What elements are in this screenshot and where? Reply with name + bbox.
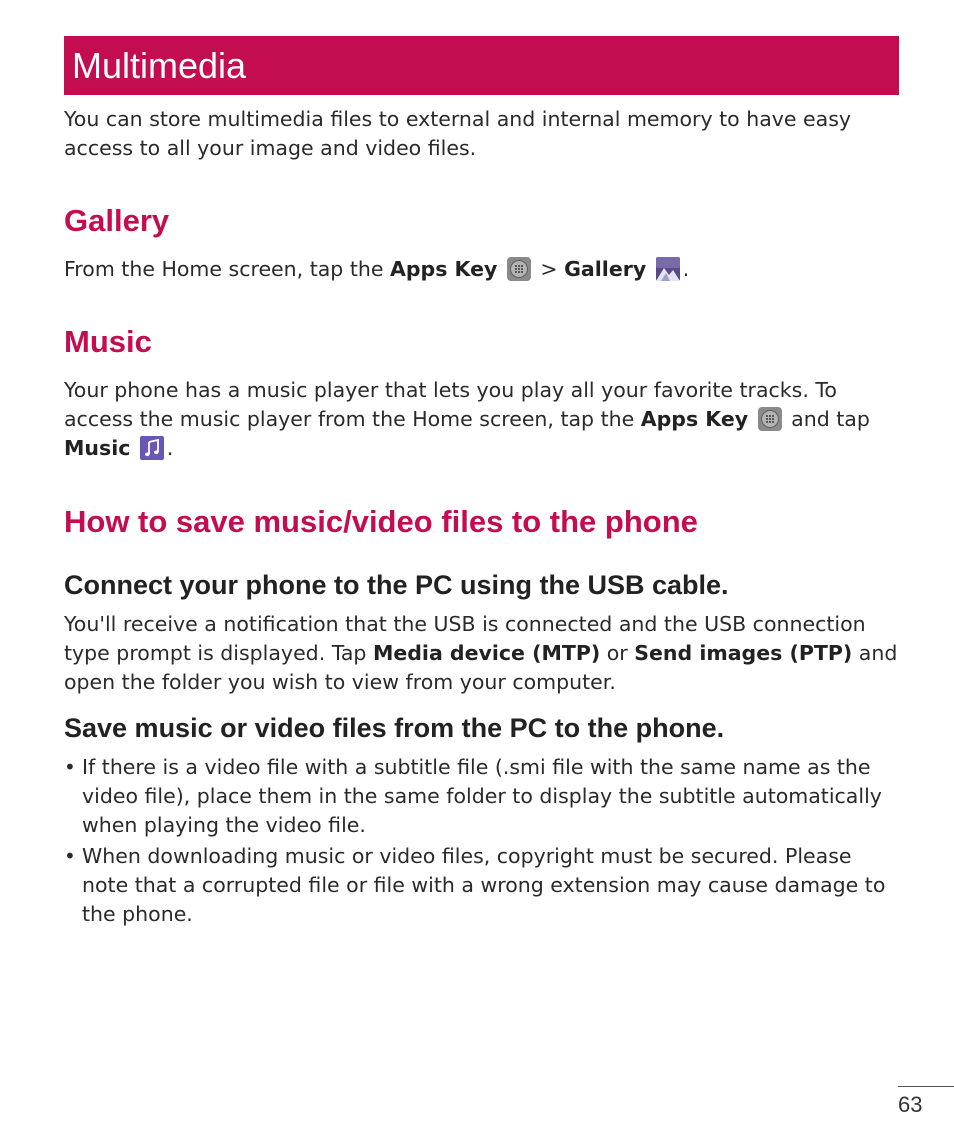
- apps-key-icon: [506, 256, 532, 282]
- bullet-item: When downloading music or video files, copyright must be secured. Please note that a corrupted file or file with a wrong extension may cause damage to the phone.: [82, 844, 886, 926]
- connect-text-b: and open the folder you wish to view from your computer.: [64, 641, 898, 694]
- intro-paragraph: You can store multimedia files to external and internal memory to have easy access to all your image and video files.: [64, 107, 852, 160]
- apps-key-label: Apps Key: [390, 257, 498, 281]
- music-label: Music: [64, 436, 131, 460]
- connect-or: or: [600, 641, 635, 665]
- gallery-line-prefix: From the Home screen, tap the: [64, 257, 390, 281]
- ptp-option: Send images (PTP): [634, 641, 853, 665]
- gallery-label: Gallery: [564, 257, 647, 281]
- music-text-a: Your phone has a music player that lets you play all your favorite tracks. To access the music player from the Home screen, tap the: [64, 378, 837, 431]
- connect-text-a: You'll receive a notification that the USB is connected and the USB connection type prompt is displayed. Tap: [64, 612, 866, 665]
- gallery-heading: Gallery: [64, 203, 170, 238]
- mtp-option: Media device (MTP): [372, 641, 601, 665]
- chapter-title-banner: [64, 36, 899, 95]
- footer-rule: [898, 1086, 954, 1087]
- chapter-title: Multimedia: [72, 45, 247, 86]
- connect-paragraph: [64, 610, 899, 697]
- bullet-marker: •: [64, 844, 76, 868]
- gallery-app-icon: [655, 256, 681, 282]
- save-heading: Save music or video files from the PC to the phone.: [64, 713, 725, 743]
- path-separator: >: [533, 257, 565, 281]
- bullet-item: If there is a video file with a subtitle file (.smi file with the same name as the video file), place them in the same folder to display the subtitle automatically when playing the video file.: [82, 755, 882, 837]
- music-heading: Music: [64, 324, 152, 359]
- music-text-b: and tap: [784, 407, 870, 431]
- music-end: .: [166, 436, 174, 460]
- apps-key-icon: [757, 406, 783, 432]
- page-number: 63: [898, 1092, 923, 1117]
- gallery-line-end: .: [682, 257, 690, 281]
- connect-heading: Connect your phone to the PC using the USB cable.: [64, 570, 729, 600]
- music-paragraph: [64, 376, 899, 463]
- bullet-marker: •: [64, 755, 76, 779]
- howto-heading: How to save music/video files to the phone: [64, 504, 698, 539]
- gallery-instruction: [64, 255, 899, 284]
- music-app-icon: [139, 435, 165, 461]
- music-apps-key-label: Apps Key: [640, 407, 749, 431]
